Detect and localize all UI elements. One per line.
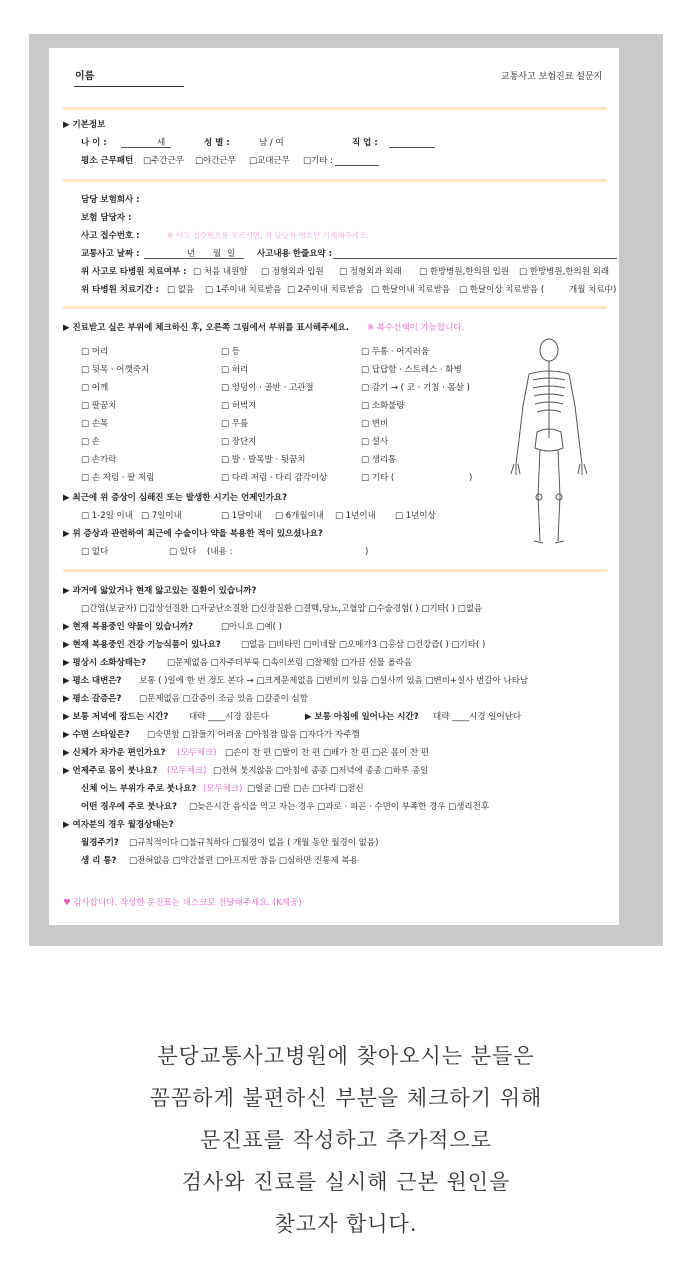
swelling-question: ▶ 언제주로 몸이 붓나요? [63, 766, 158, 776]
body-part-option[interactable]: □ 팔꿈치 [81, 401, 117, 411]
caption-line: 꼼꼼하게 불편하신 부분을 체크하기 위해 [149, 1086, 543, 1110]
date-unit-year: 년 [187, 249, 196, 259]
treatment-period-option[interactable]: □ 1주이내 치료받음 [205, 285, 282, 295]
thirst-question: ▶ 평소 갈증은? [63, 694, 122, 704]
treatment-period-label: 위 타병원 치료기간 : [81, 285, 159, 295]
onset-option[interactable]: □ 1-2일 이내 [81, 511, 133, 521]
age-unit: 세 [157, 138, 166, 148]
body-part-option[interactable]: □ 장단지 [221, 437, 257, 447]
insurance-company-label: 담당 보험회사 : [81, 195, 140, 205]
caption-line: 분당교통사고병원에 찾아오시는 분들은 [157, 1044, 535, 1068]
cold-note: (모두체크) [177, 748, 217, 758]
onset-option[interactable]: □ 6개월이내 [275, 511, 324, 521]
body-part-option[interactable]: □ 머리 [81, 347, 109, 357]
onset-option[interactable]: □ 1달이내 [221, 511, 262, 521]
body-part-option[interactable]: □ 허리 [221, 365, 249, 375]
symptom-option[interactable]: □ 감기 → ( 코 · 기침 · 몸살 ) [361, 383, 470, 393]
job-label: 직 업 : [352, 138, 378, 148]
swelling-part-note: (모두체크) [203, 784, 243, 794]
other-hospital-option[interactable]: □ 정형외과 입원 [261, 267, 324, 277]
digestion-question: ▶ 평상시 소화상태는? [63, 658, 147, 668]
other-hospital-option[interactable]: □ 처음 내원함 [193, 267, 248, 277]
treatment-period-option[interactable]: □ 없음 [167, 285, 195, 295]
footer-note: ♥ 감사합니다. 작성한 문진표는 데스크로 전달해주세요. (K제공) [63, 898, 302, 908]
body-part-option[interactable]: □ 손 [81, 437, 100, 447]
medication-options[interactable]: □아니요 □예( ) [221, 622, 282, 632]
body-part-option[interactable]: □ 손가락 [81, 455, 117, 465]
sleep-question: ▶ 수면 스타일은? [63, 730, 130, 740]
skeleton-figure[interactable] [509, 336, 589, 551]
cycle-question: 월경주기? [81, 838, 119, 848]
other-hospital-option[interactable]: □ 한방병원,한의원 외래 [519, 267, 610, 277]
menstrual-question: ▶ 여자분의 경우 월경상태는? [63, 820, 174, 830]
history-question: ▶ 과거에 앓았거나 현재 앓고있는 질환이 있습니까? [63, 586, 257, 596]
surgery-option[interactable]: □ 없다 [81, 547, 109, 557]
job-field[interactable] [389, 138, 435, 148]
swelling-case-question: 어떤 경우에 주로 붓나요? [81, 802, 177, 812]
body-part-option[interactable]: □ 뒷목 · 어깻죽지 [81, 365, 150, 375]
other-hospital-option[interactable]: □ 정형외과 외래 [339, 267, 402, 277]
surgery-detail-close: ) [365, 547, 369, 557]
wakeup-answer[interactable]: 대략 ____시경 일어난다 [433, 712, 522, 722]
body-part-option[interactable]: □ 무릎 [221, 419, 249, 429]
name-label: 이름 [75, 71, 95, 82]
cold-question: ▶ 신체가 차가운 편인가요? [63, 748, 166, 758]
symptom-option[interactable]: □ 소화불량 [361, 401, 405, 411]
questionnaire-sheet [49, 48, 619, 925]
thirst-options[interactable]: □문제없음 □갈증이 조금 있음 □갈증이 심함 [139, 694, 308, 704]
onset-option[interactable]: □ 1년이상 [395, 511, 436, 521]
cycle-options[interactable]: □규칙적이다 □불규칙하다 □월경이 없음 ( 개월 동안 월경이 없음) [129, 838, 379, 848]
divider [63, 569, 607, 572]
swelling-note: (모두체크) [167, 766, 207, 776]
other-hospital-label: 위 사고로 타병원 치료여부 : [81, 267, 187, 277]
gender-label: 성 별 : [204, 138, 230, 148]
accident-summary-label: 사고내용 한줄요약 : [257, 249, 333, 259]
sleep-options[interactable]: □숙면함 □잠들기 어려움 □아침잠 많음 □자다가 자주깸 [147, 730, 360, 740]
symptom-option[interactable]: □ 변비 [361, 419, 389, 429]
medication-question: ▶ 현재 복용중인 약물이 있습니까? [63, 622, 194, 632]
basic-heading: ▶ 기본정보 [63, 120, 106, 130]
age-label: 나 이 : [81, 138, 107, 148]
body-part-option[interactable]: □ 손목 [81, 419, 109, 429]
work-option[interactable]: □주간근무 [143, 156, 184, 166]
surgery-question: ▶ 위 증상과 관련하여 최근에 수술이나 약을 복용한 적이 있으셨나요? [63, 529, 323, 539]
body-parts-heading: ▶ 진료받고 싶은 부위에 체크하신 후, 오른쪽 그림에서 부위를 표시해주세요. [63, 323, 349, 333]
supplement-question: ▶ 현재 복용중인 건강 기능식품이 있나요? [63, 640, 221, 650]
onset-question: ▶ 최근에 위 증상이 심해진 또는 발생한 시기는 언제인가요? [63, 493, 287, 503]
gender-value[interactable]: 남 / 여 [259, 138, 284, 148]
divider [63, 179, 607, 182]
work-other-field[interactable] [335, 156, 379, 166]
bedtime-question: ▶ 보통 저녁에 잠드는 시간? [63, 712, 169, 722]
surgery-detail-label: (내용 : [207, 547, 233, 557]
symptom-option[interactable]: □ 기타 ( [361, 473, 395, 483]
name-underline [74, 86, 184, 87]
swelling-case-options[interactable]: □늦은시간 음식을 먹고 자는 경우 □과로 · 피곤 · 수면이 부족한 경우 □생리전후 [189, 802, 490, 812]
swelling-part-options[interactable]: □얼굴 □팔 □손 □다리 □전신 [247, 784, 364, 794]
stool-options[interactable]: 보통 ( )일에 한 번 정도 본다 → □크게문제없음 □변비끼 있음 □설사끼 있음 □변비+설사 번갈아 나타남 [139, 676, 529, 686]
caption-line: 문진표를 작성하고 추가적으로 [199, 1128, 493, 1152]
body-part-option[interactable]: □ 어깨 [81, 383, 109, 393]
body-part-option[interactable]: □ 엉덩이 · 골반 · 고관절 [221, 383, 314, 393]
treatment-period-option[interactable]: □ 한달이상 치료받음 ( [459, 285, 545, 295]
other-hospital-option[interactable]: □ 한방병원,한의원 입원 [419, 267, 510, 277]
supplement-options[interactable]: □없음 □비타민 □미네랄 □오메가3 □홍삼 □건강즙( ) □기타( ) [241, 640, 486, 650]
body-part-option[interactable]: □ 손 저림 · 팔 저림 [81, 473, 155, 483]
work-option[interactable]: □교대근무 [249, 156, 290, 166]
caption-line: 찾고자 합니다. [274, 1212, 418, 1236]
work-pattern-label: 평소 근무패턴 [81, 156, 134, 166]
divider [63, 107, 607, 110]
treatment-months-suffix: 개월 치료中) [569, 285, 617, 295]
cramps-options[interactable]: □전혀없음 □약간불편 □아프지만 참음 □심하면 진통제 복용 [129, 856, 358, 866]
symptom-option[interactable]: □ 두통 · 어지러움 [361, 347, 430, 357]
body-part-option[interactable]: □ 발 · 발목발 · 뒷꿈치 [221, 455, 306, 465]
work-option[interactable]: □야간근무 [195, 156, 236, 166]
divider [63, 306, 607, 309]
symptom-option[interactable]: □ 생리통 [361, 455, 397, 465]
swelling-options[interactable]: □전혀 붓지않음 □아침에 종종 □저녁에 종종 □하루 종일 [213, 766, 429, 776]
body-part-option[interactable]: □ 허벅지 [221, 401, 257, 411]
cramps-question: 생 리 통? [81, 856, 117, 866]
receipt-number-hint: ※ 사고 접수번호를 모르시면, 위 담당자 번호만 기재해주세요. [167, 231, 369, 240]
onset-option[interactable]: □ 1년이내 [335, 511, 376, 521]
surgery-option[interactable]: □ 있다 [169, 547, 197, 557]
work-option[interactable]: □기타 : [303, 156, 334, 166]
history-options[interactable]: □간염(보균자) □갑상선질환 □자궁난소질환 □신장질환 □결핵,당뇨,고혈압 □수술경험( ) □기타( ) □없음 [81, 604, 483, 614]
symptom-other-close: ) [469, 473, 473, 483]
insurance-agent-label: 보험 담당자 : [81, 213, 132, 223]
bedtime-answer[interactable]: 대략 ____시경 잠든다 [189, 712, 269, 722]
date-unit-day: 일 [227, 249, 236, 259]
body-part-option[interactable]: □ 다리 저림 · 다리 감각이상 [221, 473, 328, 483]
caption-line: 검사와 진료를 실시해 근본 원인을 [181, 1170, 511, 1194]
onset-option[interactable]: □ 7일이내 [141, 511, 182, 521]
treatment-period-option[interactable]: □ 한달이내 치료받음 [371, 285, 451, 295]
symptom-option[interactable]: □ 답답함 · 스트레스 · 화병 [361, 365, 462, 375]
receipt-number-label: 사고 접수번호 : [81, 231, 140, 241]
form-title: 교통사고 보험진료 설문지 [501, 72, 603, 82]
treatment-period-option[interactable]: □ 2주이내 치료받음 [287, 285, 364, 295]
body-parts-note: ※ 복수선택이 가능합니다. [367, 323, 465, 333]
cold-options[interactable]: □손이 찬 편 □발이 찬 편 □배가 찬 편 □온 몸이 찬 편 [225, 748, 430, 758]
accident-summary-field[interactable] [333, 249, 617, 259]
stool-question: ▶ 평소 대변은? [63, 676, 122, 686]
accident-date-field[interactable] [144, 249, 244, 259]
swelling-part-question: 신체 어느 부위가 주로 붓나요? [81, 784, 197, 794]
digestion-options[interactable]: □문제없음 □자주더부룩 □속이쓰림 □잘체함 □가끔 신물 올라옴 [167, 658, 413, 668]
wakeup-question: ▶ 보통 아침에 일어나는 시간? [305, 712, 419, 722]
body-part-option[interactable]: □ 등 [221, 347, 240, 357]
symptom-option[interactable]: □ 설사 [361, 437, 389, 447]
date-unit-month: 월 [213, 249, 222, 259]
accident-date-label: 교통사고 날짜 : [81, 249, 140, 259]
